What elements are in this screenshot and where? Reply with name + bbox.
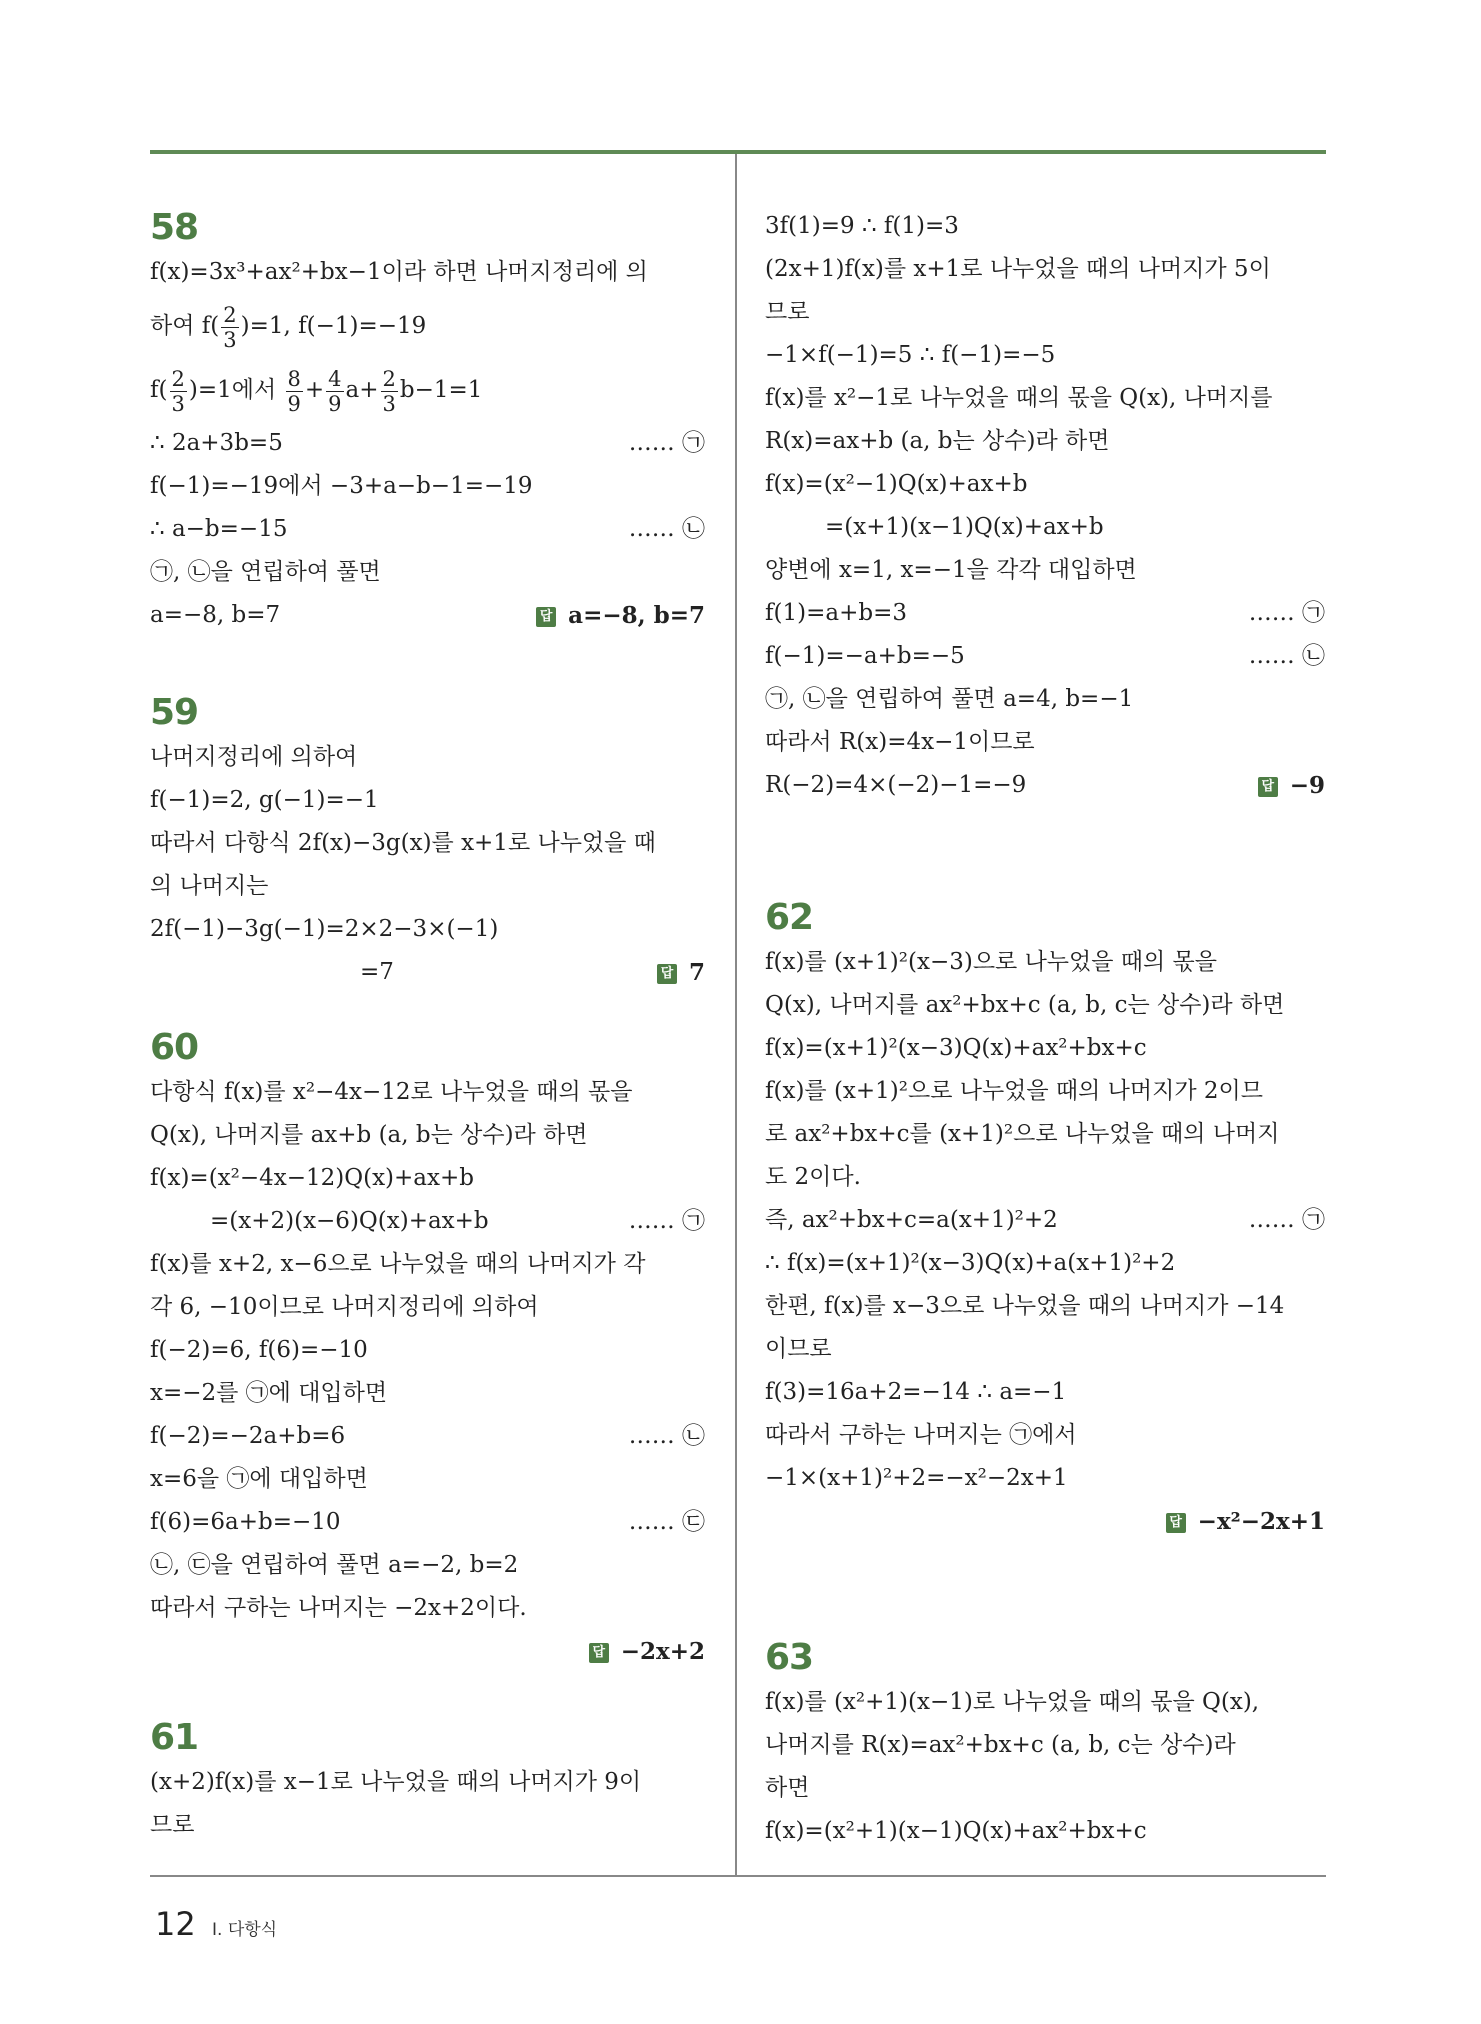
solution-line: x=6을 ㉠에 대입하면 bbox=[150, 1466, 368, 1492]
solution-line: 도 2이다. bbox=[765, 1164, 861, 1190]
answer-badge-icon: 답 bbox=[1258, 777, 1278, 797]
solution-line: 로 ax²+bx+c를 (x+1)²으로 나누었을 때의 나머지 bbox=[765, 1121, 1280, 1147]
equation-marker: …… ㉠ bbox=[1248, 1207, 1325, 1233]
solution-line bbox=[150, 1630, 705, 1673]
top-rule bbox=[150, 150, 1326, 154]
solution-line: f(−2)=−2a+b=6 …… ㉡ bbox=[150, 1415, 705, 1458]
solution-line bbox=[765, 1500, 1325, 1543]
equation-marker: …… ㉠ bbox=[1248, 600, 1325, 626]
equation-marker: …… ㉡ bbox=[628, 1423, 705, 1449]
problem-61-continued bbox=[765, 205, 1325, 807]
fraction: $\frac{2}{3}$ bbox=[223, 302, 237, 352]
equation-marker: …… ㉡ bbox=[628, 516, 705, 542]
solution-line: f(−1)=−19에서 −3+a−b−1=−19 bbox=[150, 473, 533, 499]
answer: 답 −9 bbox=[1258, 764, 1325, 807]
solution-line: −1×f(−1)=5 ∴ f(−1)=−5 bbox=[765, 342, 1056, 368]
solution-line: R(−2)=4×(−2)−1=−9 답 −9 bbox=[765, 764, 1325, 807]
answer: 답 −2x+2 bbox=[589, 1630, 705, 1673]
solution-line: ∴ f(x)=(x+1)²(x−3)Q(x)+a(x+1)²+2 bbox=[765, 1250, 1176, 1276]
solution-line: (2x+1)f(x)를 x+1로 나누었을 때의 나머지가 5이 bbox=[765, 256, 1271, 282]
fraction: $\frac{8}{9}$ bbox=[287, 366, 301, 416]
equation-marker: …… ㉠ bbox=[628, 430, 705, 456]
solution-line: 따라서 구하는 나머지는 ㉠에서 bbox=[765, 1422, 1077, 1448]
solution-line: f(x)=3x³+ax²+bx−1이라 하면 나머지정리에 의 bbox=[150, 259, 648, 285]
solution-line: R(x)=ax+b (a, b는 상수)라 하면 bbox=[765, 428, 1110, 454]
solution-line: a=−8, b=7 답 a=−8, b=7 bbox=[150, 594, 705, 637]
solution-line: f(6)=6a+b=−10 …… ㉢ bbox=[150, 1501, 705, 1544]
solution-line: 따라서 다항식 2f(x)−3g(x)를 x+1로 나누었을 때 bbox=[150, 830, 656, 856]
chapter-label: Ⅰ. 다항식 bbox=[212, 1920, 278, 1940]
problem-58 bbox=[150, 205, 705, 637]
equation-marker: …… ㉢ bbox=[628, 1509, 705, 1535]
problem-number: 63 bbox=[765, 1637, 814, 1678]
solution-line: f(3)=16a+2=−14 ∴ a=−1 bbox=[765, 1379, 1067, 1405]
solution-line: f(−1)=−a+b=−5 …… ㉡ bbox=[765, 635, 1325, 678]
answer-badge-icon: 답 bbox=[1166, 1513, 1186, 1533]
solution-line: 따라서 구하는 나머지는 −2x+2이다. bbox=[150, 1595, 527, 1621]
solution-line: 양변에 x=1, x=−1을 각각 대입하면 bbox=[765, 557, 1137, 583]
solution-line: ㉠, ㉡을 연립하여 풀면 a=4, b=−1 bbox=[765, 686, 1134, 712]
problem-number: 62 bbox=[765, 897, 814, 938]
problem-62 bbox=[765, 895, 1325, 1543]
solution-line: =7 답 7 bbox=[150, 951, 705, 994]
answer: 답 7 bbox=[657, 951, 705, 994]
solution-line: f(x)=(x²+1)(x−1)Q(x)+ax²+bx+c bbox=[765, 1818, 1147, 1844]
solution-line: 2f(−1)−3g(−1)=2×2−3×(−1) bbox=[150, 916, 499, 942]
answer-badge-icon: 답 bbox=[589, 1643, 609, 1663]
solution-line: f(x)=(x²−4x−12)Q(x)+ax+b bbox=[150, 1165, 474, 1191]
solution-line: Q(x), 나머지를 ax²+bx+c (a, b, c는 상수)라 하면 bbox=[765, 992, 1285, 1018]
answer: 답 −x²−2x+1 bbox=[1166, 1500, 1325, 1543]
solution-line: 3f(1)=9 ∴ f(1)=3 bbox=[765, 213, 959, 239]
fraction: $\frac{2}{3}$ bbox=[171, 366, 185, 416]
solution-line: f(x)=(x+1)²(x−3)Q(x)+ax²+bx+c bbox=[765, 1035, 1147, 1061]
solution-line: 의 나머지는 bbox=[150, 873, 269, 899]
solution-line: f(x)를 x+2, x−6으로 나누었을 때의 나머지가 각 bbox=[150, 1251, 646, 1277]
solution-line: f(−1)=2, g(−1)=−1 bbox=[150, 787, 379, 813]
answer-badge-icon: 답 bbox=[657, 964, 677, 984]
solution-line: ㉡, ㉢을 연립하여 풀면 a=−2, b=2 bbox=[150, 1552, 519, 1578]
problem-number: 58 bbox=[150, 207, 199, 248]
solution-line: 각 6, −10이므로 나머지정리에 의하여 bbox=[150, 1294, 539, 1320]
solution-line: 므로 bbox=[765, 299, 810, 325]
problem-61 bbox=[150, 1715, 705, 1847]
solution-line: 즉, ax²+bx+c=a(x+1)²+2 …… ㉠ bbox=[765, 1199, 1325, 1242]
fraction: $\frac{4}{9}$ bbox=[328, 366, 342, 416]
solution-line: f(−2)=6, f(6)=−10 bbox=[150, 1337, 368, 1363]
bottom-rule bbox=[150, 1875, 1326, 1877]
solution-line: (x+2)f(x)를 x−1로 나누었을 때의 나머지가 9이 bbox=[150, 1769, 642, 1795]
solution-line: 다항식 f(x)를 x²−4x−12로 나누었을 때의 몫을 bbox=[150, 1079, 633, 1105]
solution-line: =(x+1)(x−1)Q(x)+ax+b bbox=[825, 514, 1104, 540]
solution-line: x=−2를 ㉠에 대입하면 bbox=[150, 1380, 388, 1406]
solution-line: ∴ a−b=−15 …… ㉡ bbox=[150, 508, 705, 551]
equation-marker: …… ㉡ bbox=[1248, 643, 1325, 669]
solution-line: f(x)를 (x+1)²으로 나누었을 때의 나머지가 2이므 bbox=[765, 1078, 1263, 1104]
solution-line: f(x)를 (x²+1)(x−1)로 나누었을 때의 몫을 Q(x), bbox=[765, 1689, 1260, 1715]
solution-line: 한편, f(x)를 x−3으로 나누었을 때의 나머지가 −14 bbox=[765, 1293, 1285, 1319]
column-divider bbox=[735, 154, 737, 1875]
solution-line: 나머지정리에 의하여 bbox=[150, 744, 358, 770]
solution-line: 므로 bbox=[150, 1812, 195, 1838]
solution-line: f( $\frac{2}{3}$ )=1에서 $\frac{8}{9}$ + $\frac{4}{9}$ a+ $\frac{2}{3}$ b−1=1 bbox=[150, 366, 483, 416]
solution-line: 하면 bbox=[765, 1775, 810, 1801]
solution-line: Q(x), 나머지를 ax+b (a, b는 상수)라 하면 bbox=[150, 1122, 588, 1148]
problem-63 bbox=[765, 1635, 1325, 1853]
problem-number: 59 bbox=[150, 692, 199, 733]
problem-60 bbox=[150, 1025, 705, 1673]
solution-line: ㉠, ㉡을 연립하여 풀면 bbox=[150, 559, 381, 585]
answer: 답 a=−8, b=7 bbox=[536, 594, 705, 637]
solution-line: 하여 f( $\frac{2}{3}$ )=1, f(−1)=−19 bbox=[150, 302, 427, 352]
solution-line: ∴ 2a+3b=5 …… ㉠ bbox=[150, 422, 705, 465]
page-number: 12 bbox=[155, 1905, 196, 1943]
solution-line: f(x)=(x²−1)Q(x)+ax+b bbox=[765, 471, 1028, 497]
solution-line: −1×(x+1)²+2=−x²−2x+1 bbox=[765, 1465, 1068, 1491]
solution-line: =(x+2)(x−6)Q(x)+ax+b …… ㉠ bbox=[150, 1200, 705, 1243]
solution-line: 나머지를 R(x)=ax²+bx+c (a, b, c는 상수)라 bbox=[765, 1732, 1236, 1758]
fraction: $\frac{2}{3}$ bbox=[382, 366, 396, 416]
answer-badge-icon: 답 bbox=[536, 607, 556, 627]
solution-line: 따라서 R(x)=4x−1이므로 bbox=[765, 729, 1035, 755]
problem-number: 60 bbox=[150, 1027, 199, 1068]
solution-line: f(x)를 (x+1)²(x−3)으로 나누었을 때의 몫을 bbox=[765, 949, 1217, 975]
problem-number: 61 bbox=[150, 1717, 199, 1758]
solution-line: 이므로 bbox=[765, 1336, 832, 1362]
solution-line: f(1)=a+b=3 …… ㉠ bbox=[765, 592, 1325, 635]
solution-line: f(x)를 x²−1로 나누었을 때의 몫을 Q(x), 나머지를 bbox=[765, 385, 1273, 411]
equation-marker: …… ㉠ bbox=[628, 1208, 705, 1234]
problem-59 bbox=[150, 690, 705, 994]
